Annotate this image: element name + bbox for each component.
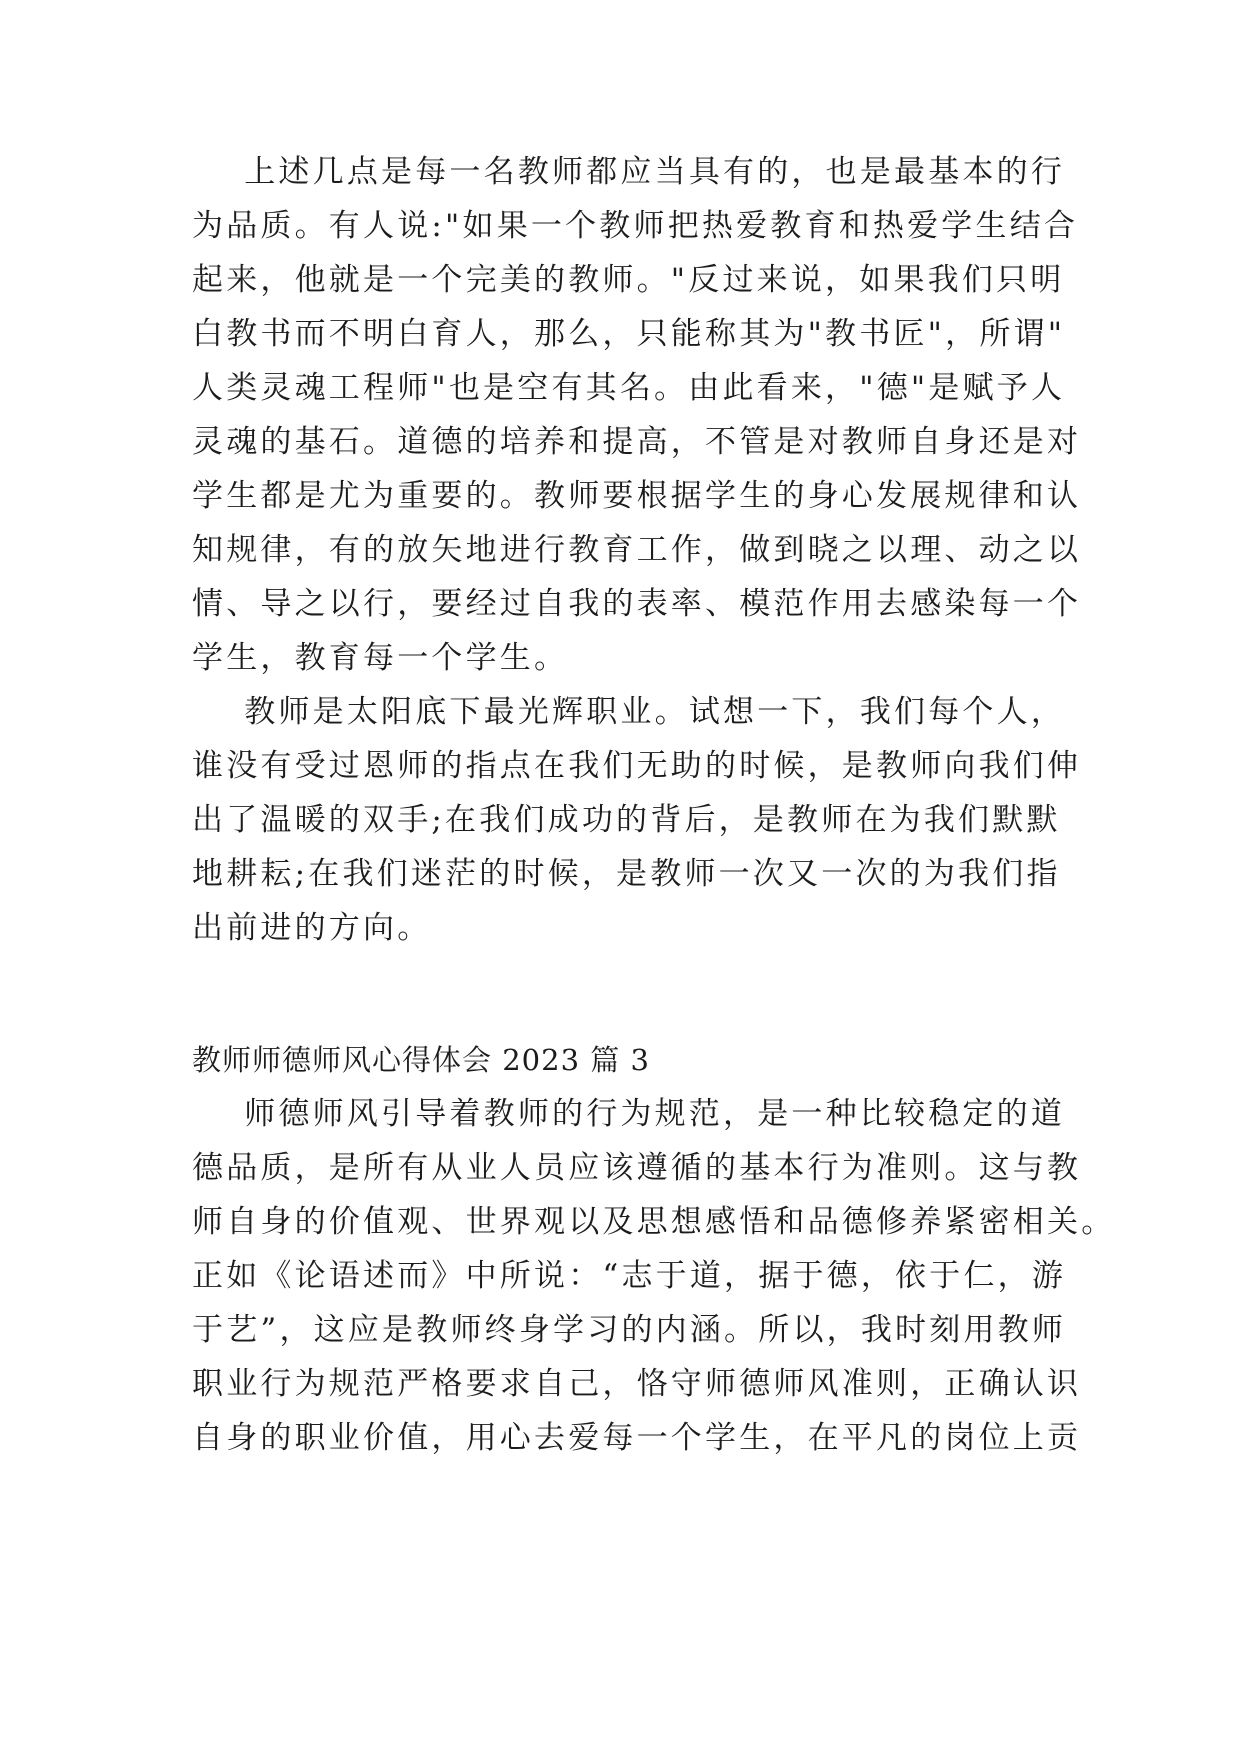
text-line: 学生都是尤为重要的。教师要根据学生的身心发展规律和认	[192, 478, 1082, 514]
text-line: 师德师风引导着教师的行为规范，是一种比较稳定的道	[192, 1096, 1066, 1132]
text-line: 教师是太阳底下最光辉职业。试想一下，我们每个人，	[192, 694, 1066, 730]
text-line: 为品质。有人说:"如果一个教师把热爱教育和热爱学生结合	[192, 208, 1079, 244]
text-line: 人类灵魂工程师"也是空有其名。由此看来，"德"是赋予人	[192, 370, 1066, 406]
text-line: 师自身的价值观、世界观以及思想感悟和品德修养紧密相关。	[192, 1204, 1116, 1240]
text-line: 上述几点是每一名教师都应当具有的，也是最基本的行	[192, 154, 1066, 190]
text-line: 知规律，有的放矢地进行教育工作，做到晓之以理、动之以	[192, 532, 1082, 568]
text-line: 正如《论语述而》中所说：“志于道，据于德，依于仁，游	[192, 1258, 1067, 1294]
text-line: 德品质，是所有从业人员应该遵循的基本行为准则。这与教	[192, 1150, 1082, 1186]
text-line: 职业行为规范严格要求自己，恪守师德师风准则，正确认识	[192, 1366, 1082, 1402]
text-line: 地耕耘;在我们迷茫的时候，是教师一次又一次的为我们指	[192, 856, 1061, 892]
text-line: 出前进的方向。	[192, 910, 432, 946]
text-line: 出了温暖的双手;在我们成功的背后，是教师在为我们默默	[192, 802, 1061, 838]
text-line: 起来，他就是一个完美的教师。"反过来说，如果我们只明	[192, 262, 1065, 298]
text-line: 谁没有受过恩师的指点在我们无助的时候，是教师向我们伸	[192, 748, 1082, 784]
text-line: 白教书而不明白育人，那么，只能称其为"教书匠"，所谓"	[192, 316, 1066, 352]
text-line: 灵魂的基石。道德的培养和提高，不管是对教师自身还是对	[192, 424, 1082, 460]
text-line: 情、导之以行，要经过自我的表率、模范作用去感染每一个	[192, 586, 1082, 622]
section-heading: 教师师德师风心得体会 2023 篇 3	[192, 1043, 650, 1077]
text-line: 自身的职业价值，用心去爱每一个学生，在平凡的岗位上贡	[192, 1420, 1082, 1456]
text-line: 学生，教育每一个学生。	[192, 640, 569, 676]
text-line: 于艺”，这应是教师终身学习的内涵。所以，我时刻用教师	[192, 1312, 1067, 1348]
